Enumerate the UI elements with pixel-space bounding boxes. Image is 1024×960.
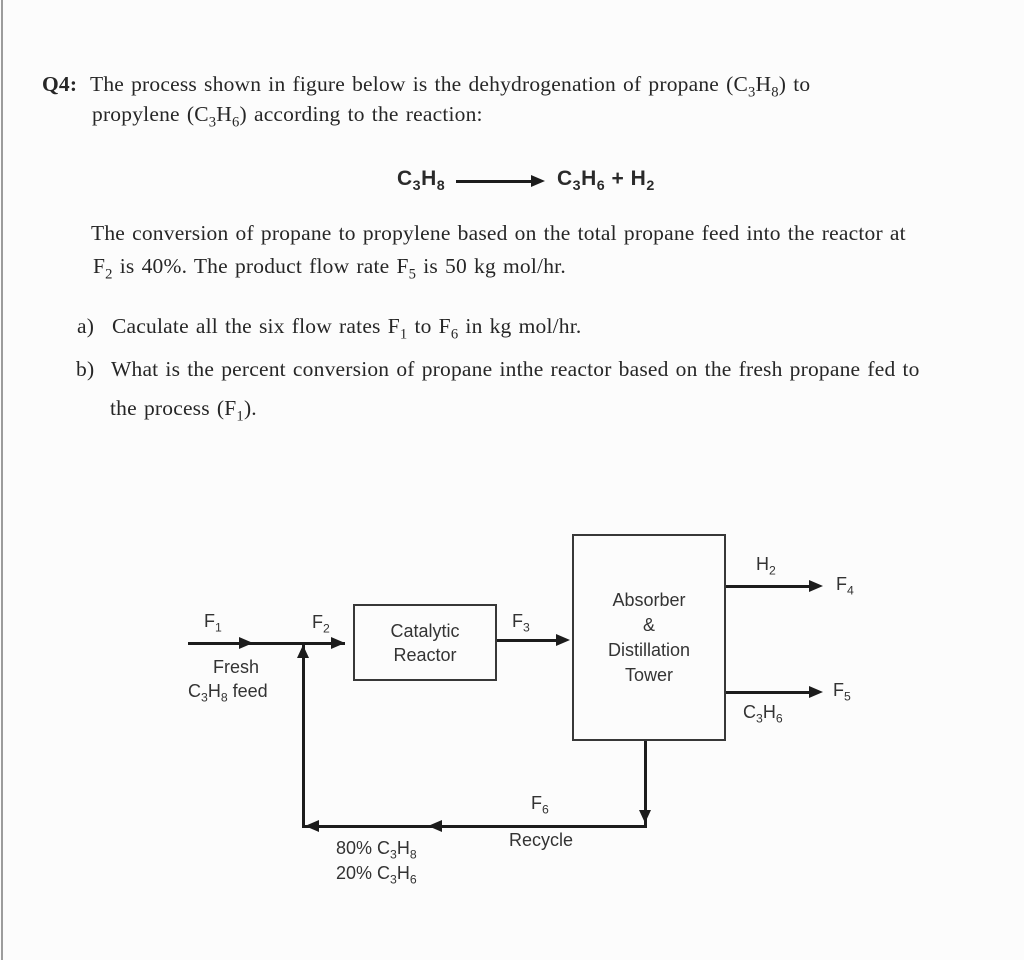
part-b-text-line2: the process $(F_1)$. (110, 396, 257, 425)
reactor-label-line1: Catalytic (390, 620, 460, 641)
stream-f5-line (726, 691, 810, 694)
fresh-feed-label-line2: $C_3H_8$ feed (188, 681, 268, 705)
stream-f1-arrowhead-icon (239, 637, 253, 649)
part-b-text-line1: What is the percent conversion of propane inthe reactor based on the fresh propane fed to (111, 357, 920, 381)
part-a-text: Caculate all the six flow rates $F_1$ to $F_6$ in kg mol/hr. (112, 314, 582, 343)
reaction-lhs: $C_3H_8$ (397, 167, 446, 195)
recycle-composition-line2: 20% $C_3H_6$ (336, 863, 417, 887)
h2-label: $H_2$ (756, 554, 776, 578)
stream-f3-arrowhead-icon (556, 634, 570, 646)
reactor-label-line2: Reactor (393, 644, 457, 665)
catalytic-reactor-box (353, 604, 497, 681)
stream-f2-label: $F_2$ (312, 612, 330, 636)
recycle-stream-label: Recycle (509, 830, 574, 850)
recycle-horizontal-line (303, 825, 647, 828)
recycle-riser-line (302, 645, 305, 828)
stream-f4-label: $F_4$ (836, 574, 854, 598)
recycle-mid-arrowhead-icon (428, 820, 442, 832)
stream-f5-arrowhead-icon (809, 686, 823, 698)
absorber-label-line4: Tower (624, 664, 673, 685)
part-a-label: a) (77, 314, 95, 338)
stream-f3-line (497, 639, 559, 642)
c3h6-label: $C_3H_6$ (743, 702, 783, 726)
stream-f1-label: $F_1$ (204, 611, 222, 635)
reaction-rhs: $C_3H_6 + H_2$ (557, 167, 655, 195)
stream-f4-line (726, 585, 810, 588)
reaction-arrow-line (456, 180, 532, 183)
recycle-riser-arrowhead-icon (297, 645, 309, 658)
absorber-distillation-box (572, 534, 726, 741)
stream-f2-arrowhead-icon (331, 637, 345, 649)
stream-f5-label: $F_5$ (833, 680, 851, 704)
stream-f4-arrowhead-icon (809, 580, 823, 592)
recycle-end-arrowhead-icon (305, 820, 319, 832)
question-number: Q4: (42, 72, 78, 96)
stream-f3-label: $F_3$ (512, 611, 530, 635)
part-b-label: b) (76, 357, 95, 381)
page-edge-line (1, 0, 3, 960)
question-intro-line1: The process shown in figure below is the dehydrogenation of propane $(C_3H_8)$ to (90, 72, 811, 101)
body-line2: $F_2$ is 40%. The product flow rate $F_5$ is 50 kg mol/hr. (93, 254, 566, 283)
stream-f6-label: $F_6$ (531, 793, 549, 817)
fresh-feed-label-line1: Fresh (213, 657, 260, 677)
reaction-arrow-head-icon (531, 175, 545, 187)
recycle-composition-line1: 80% $C_3H_8$ (336, 838, 417, 862)
absorber-label-line2: & (642, 614, 655, 635)
body-line1: The conversion of propane to propylene based on the total propane feed into the reactor at (91, 221, 906, 245)
question-intro-line2: propylene $(C_3H_6)$ according to the reaction: (92, 102, 483, 131)
stream-f1-f2-line (188, 642, 345, 645)
absorber-label-line1: Absorber (612, 589, 686, 610)
absorber-label-line3: Distillation (607, 639, 691, 660)
recycle-drop-arrowhead-icon (639, 810, 651, 823)
